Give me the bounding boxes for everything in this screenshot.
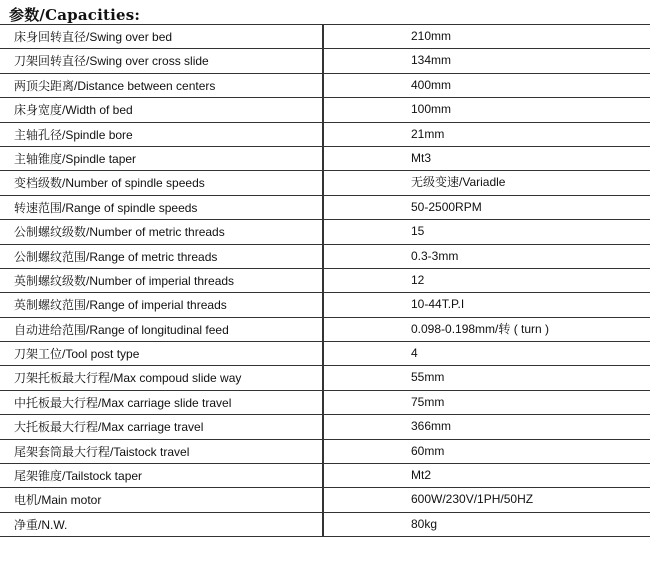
page-title: 参数/Capacities:	[9, 6, 141, 24]
column-divider	[322, 366, 324, 389]
spec-label: 自动进给范围/Range of longitudinal feed	[14, 322, 229, 337]
column-divider	[322, 98, 324, 121]
table-row	[0, 220, 650, 244]
spec-label: 中托板最大行程/Max carriage slide travel	[14, 395, 232, 410]
column-divider	[322, 391, 324, 414]
spec-value: 50-2500RPM	[411, 199, 482, 214]
table-row	[0, 123, 650, 147]
column-divider	[322, 342, 324, 365]
table-row	[0, 513, 650, 537]
spec-value: 15	[411, 224, 425, 239]
column-divider	[322, 513, 324, 536]
spec-label: 尾架锥度/Tailstock taper	[14, 469, 143, 484]
spec-label: 公制螺纹范围/Range of metric threads	[14, 249, 218, 264]
column-divider	[322, 464, 324, 487]
table-row	[0, 488, 650, 512]
spec-value: 0.098-0.198mm/转 ( turn )	[411, 321, 550, 336]
column-divider	[322, 25, 324, 48]
column-divider	[322, 196, 324, 219]
spec-label: 英制螺纹级数/Number of imperial threads	[14, 273, 235, 288]
column-divider	[322, 415, 324, 438]
spec-label: 大托板最大行程/Max carriage travel	[14, 420, 204, 435]
column-divider	[322, 318, 324, 341]
spec-value: Mt2	[411, 468, 432, 483]
column-divider	[322, 293, 324, 316]
spec-value: 60mm	[411, 443, 445, 458]
spec-value: 12	[411, 272, 425, 287]
spec-value: 0.3-3mm	[411, 248, 459, 263]
table-row	[0, 293, 650, 317]
column-divider	[322, 147, 324, 170]
spec-label: 刀架回转直径/Swing over cross slide	[14, 54, 209, 69]
column-divider	[322, 74, 324, 97]
spec-value: Mt3	[411, 150, 432, 165]
spec-label: 公制螺纹级数/Number of metric threads	[14, 225, 225, 240]
column-divider	[322, 245, 324, 268]
table-row	[0, 25, 650, 49]
table-row	[0, 196, 650, 220]
spec-value: 21mm	[411, 126, 445, 141]
capacities-table	[0, 24, 650, 537]
spec-value: 210mm	[411, 29, 452, 43]
spec-label: 转速范围/Range of spindle speeds	[14, 200, 198, 215]
column-divider	[322, 49, 324, 72]
column-divider	[322, 220, 324, 243]
table-row	[0, 391, 650, 415]
column-divider	[322, 488, 324, 511]
table-row	[0, 269, 650, 293]
column-divider	[322, 440, 324, 463]
spec-value: 10-44T.P.I	[411, 297, 465, 312]
spec-value: 400mm	[411, 77, 452, 92]
spec-label: 刀架工位/Tool post type	[14, 347, 140, 362]
table-row	[0, 171, 650, 195]
table-row	[0, 415, 650, 439]
column-divider	[322, 123, 324, 146]
spec-label: 刀架托板最大行程/Max compoud slide way	[14, 371, 242, 386]
spec-label: 电机/Main motor	[14, 493, 102, 508]
table-row	[0, 342, 650, 366]
spec-value: 4	[411, 346, 418, 361]
column-divider	[322, 171, 324, 194]
table-row	[0, 245, 650, 269]
spec-label: 两顶尖距离/Distance between centers	[14, 78, 216, 93]
spec-value: 600W/230V/1PH/50HZ	[411, 492, 534, 507]
table-row	[0, 98, 650, 122]
spec-label: 主轴锥度/Spindle taper	[14, 151, 137, 166]
table-row	[0, 74, 650, 98]
table-row	[0, 147, 650, 171]
spec-label: 主轴孔径/Spindle bore	[14, 127, 133, 142]
table-row	[0, 464, 650, 488]
spec-value: 100mm	[411, 102, 452, 117]
spec-value: 80kg	[411, 516, 438, 531]
table-row	[0, 366, 650, 390]
column-divider	[322, 269, 324, 292]
table-row	[0, 440, 650, 464]
spec-value: 134mm	[411, 53, 452, 68]
spec-label: 床身回转直径/Swing over bed	[14, 30, 173, 44]
spec-label: 英制螺纹范围/Range of imperial threads	[14, 298, 227, 313]
table-row	[0, 49, 650, 73]
spec-label: 净重/N.W.	[14, 517, 68, 532]
spec-label: 床身宽度/Width of bed	[14, 103, 133, 118]
spec-value: 55mm	[411, 370, 445, 385]
spec-label: 尾架套筒最大行程/Taistock travel	[14, 444, 190, 459]
spec-label: 变档级数/Number of spindle speeds	[14, 176, 205, 191]
spec-value: 366mm	[411, 419, 452, 434]
table-row	[0, 318, 650, 342]
spec-value: 75mm	[411, 394, 445, 409]
spec-value: 无级变速/Variadle	[411, 175, 506, 190]
